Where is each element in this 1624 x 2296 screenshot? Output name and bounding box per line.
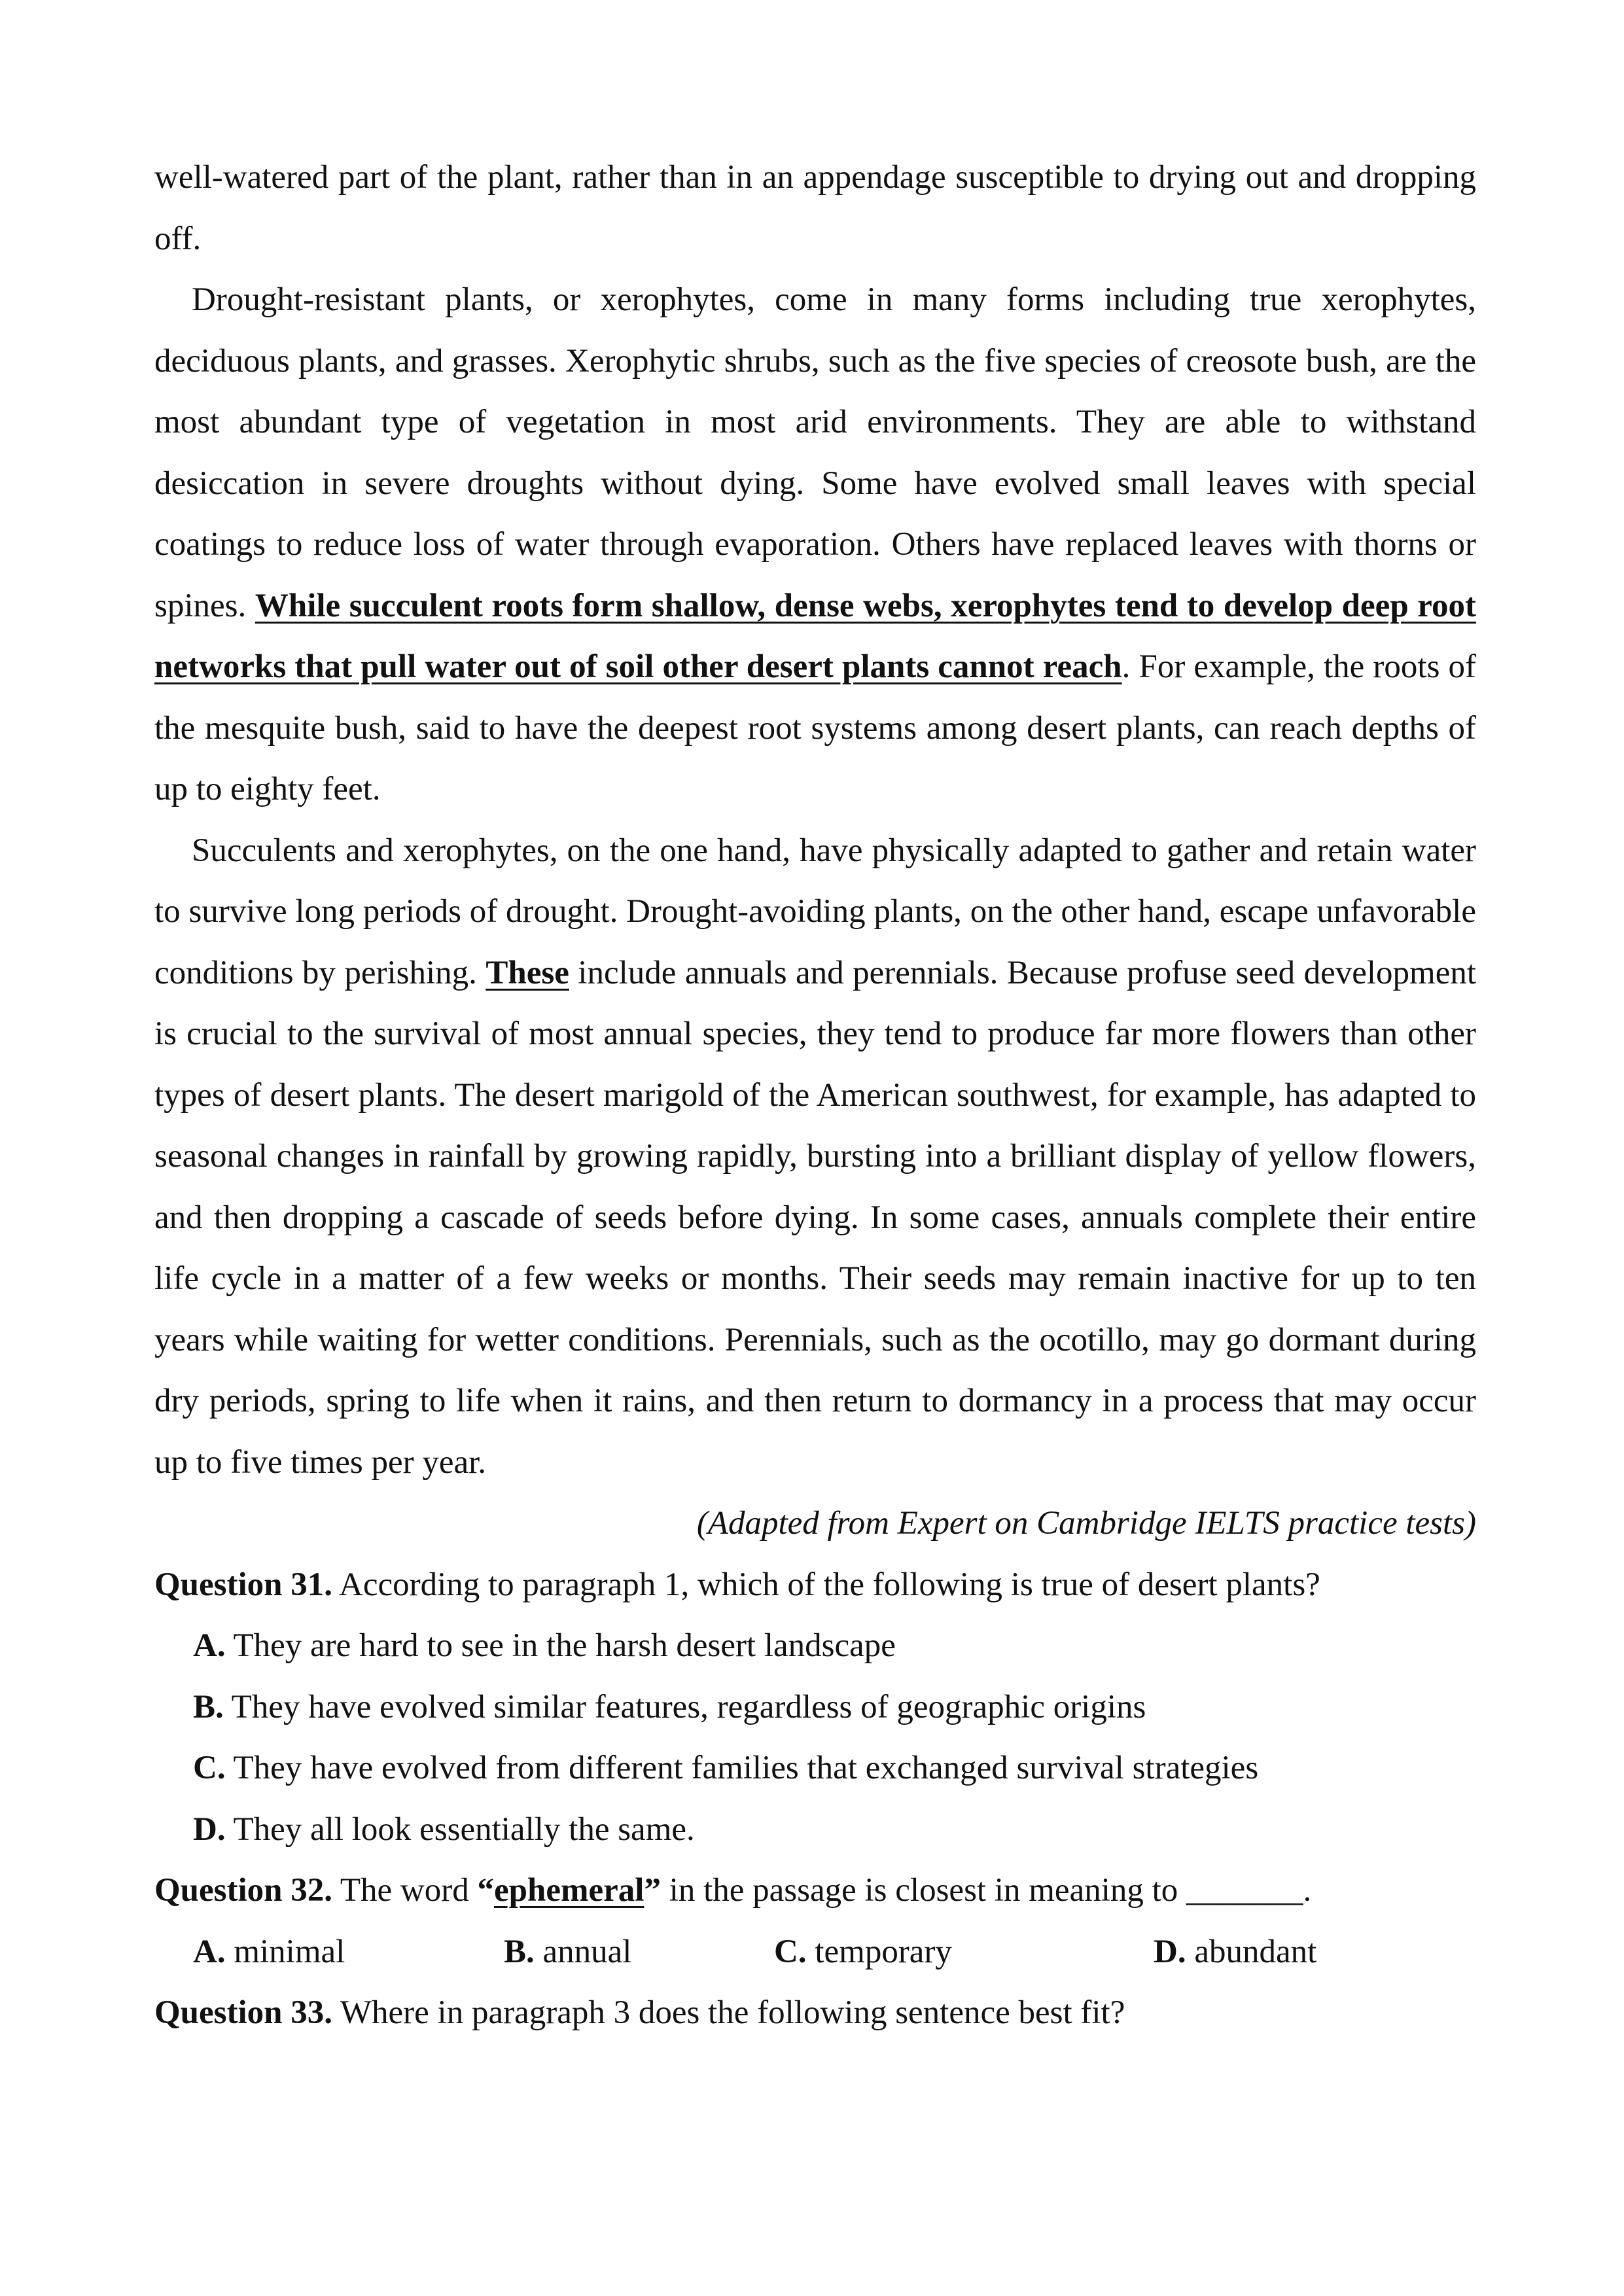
paragraph-text: well-watered part of the plant, rather than in an appendage susceptible to drying out and dropping off.: [154, 159, 1476, 257]
question-33: [154, 1983, 1476, 2044]
q31-option-c[interactable]: [154, 1738, 1476, 1799]
q32-option-a[interactable]: [193, 1922, 345, 1983]
option-letter: C.: [193, 1750, 226, 1786]
keyword-ephemeral: ephemeral: [494, 1872, 644, 1909]
question-label: Question 32.: [154, 1872, 333, 1909]
document-content: [154, 147, 1476, 2044]
passage-paragraph-2: [154, 270, 1476, 821]
q32-option-c[interactable]: [774, 1922, 952, 1983]
option-letter: A.: [193, 1933, 226, 1970]
q31-option-d[interactable]: [154, 1799, 1476, 1861]
paragraph-text: Succulents and xerophytes, on the one hand, have physically adapted to gather and retain water to survive long periods of drought. Drought-avoiding plants, on the other hand, escape unfavorable conditions by perishing.: [154, 832, 1476, 991]
option-letter: A.: [193, 1627, 226, 1664]
keyword-quote-open: “: [477, 1872, 494, 1909]
option-letter: B.: [193, 1688, 224, 1725]
paragraph-text: include annuals and perennials. Because profuse seed development is crucial to the survival of most annual species, they tend to produce far more flowers than other types of desert plants. The desert marigold of the American southwest, for example, has adapted to seasonal changes in rainfall by growing rapidly, bursting into a brilliant display of yellow flowers, and then dropping a cascade of seeds before dying. In some cases, annuals complete their entire life cycle in a matter of a few weeks or months. Their seeds may remain inactive for up to ten years while waiting for wetter conditions. Perennials, such as the ocotillo, may go dormant during dry periods, spring to life when it rains, and then return to dormancy in a process that may occur up to five times per year.: [154, 954, 1477, 1481]
question-text: in the passage is closest in meaning to _______.: [669, 1872, 1312, 1909]
option-letter: C.: [774, 1933, 807, 1970]
option-letter: D.: [1154, 1933, 1186, 1970]
option-text: They have evolved from different families that exchanged survival strategies: [233, 1750, 1259, 1786]
option-text: minimal: [234, 1933, 345, 1970]
option-text: They have evolved similar features, regardless of geographic origins: [231, 1688, 1146, 1725]
question-31: [154, 1555, 1476, 1616]
passage-paragraph-3: [154, 821, 1476, 1494]
option-letter: B.: [504, 1933, 535, 1970]
option-text: They all look essentially the same.: [233, 1810, 695, 1848]
keyword-quote-close: ”: [644, 1872, 661, 1909]
q32-option-b[interactable]: [504, 1922, 631, 1983]
question-text: Where in paragraph 3 does the following sentence best fit?: [340, 1994, 1125, 2031]
q31-option-a[interactable]: [154, 1616, 1476, 1677]
question-text: According to paragraph 1, which of the following is true of desert plants?: [338, 1566, 1320, 1603]
question-label: Question 31.: [154, 1566, 333, 1603]
question-text: The word: [340, 1872, 469, 1909]
question-32: [154, 1860, 1476, 1922]
underlined-word: These: [485, 954, 569, 991]
q32-option-d[interactable]: [1154, 1922, 1316, 1983]
passage-paragraph-1-tail: [154, 147, 1476, 270]
paragraph-text: Drought-resistant plants, or xerophytes, come in many forms including true xerophytes, deciduous plants, and grasses. Xerophytic shrubs, such as the five species of creosote bush, are the most abundant type of vegetation in most arid environments. They are able to withstand desiccation in severe droughts without dying. Some have evolved small leaves with special coatings to reduce loss of water through evaporation. Others have replaced leaves with thorns or spines.: [154, 281, 1476, 624]
option-letter: D.: [193, 1810, 226, 1848]
option-text: temporary: [815, 1933, 952, 1970]
option-text: annual: [542, 1933, 632, 1970]
paragraph-text: . For example, the roots of the mesquite bush, said to have the deepest root systems among desert plants, can reach depths of up to eighty feet.: [154, 648, 1477, 807]
q32-options-row: [154, 1922, 1476, 1983]
option-text: They are hard to see in the harsh desert landscape: [233, 1627, 896, 1664]
q31-option-b[interactable]: [154, 1677, 1476, 1739]
question-label: Question 33.: [154, 1994, 333, 2031]
underlined-sentence: While succulent roots form shallow, dense webs, xerophytes tend to develop deep root networks that pull water out of soil other desert plants cannot reach: [154, 587, 1476, 685]
option-text: abundant: [1194, 1933, 1317, 1970]
passage-source: (Adapted from Expert on Cambridge IELTS practice tests): [696, 1505, 1476, 1542]
